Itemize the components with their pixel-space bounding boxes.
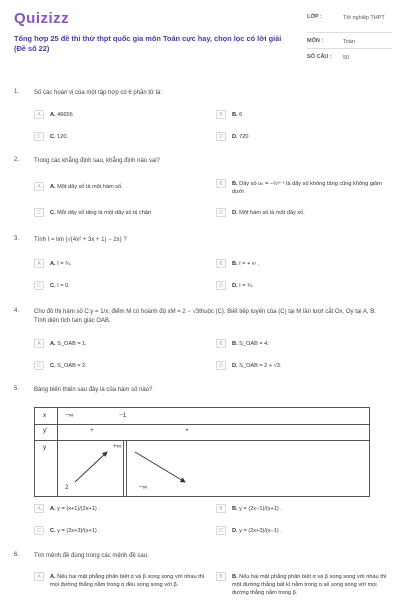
option-label: D. (232, 283, 238, 289)
question-number: 3. (14, 236, 20, 242)
option-letter-box: C (34, 281, 44, 290)
x-label: x (43, 412, 47, 419)
option-letter-box: D (216, 526, 226, 535)
option-text: S_OAB = 2. (57, 363, 87, 369)
option-label: D. (232, 363, 238, 369)
question-text: Cho đồ thị hàm số C:y = 1/x; điểm M có hoành độ xM = 2 − √3thuộc (C). Biết tiếp tuyến của (C) tại M lần lượt cắt Ox, Oy tại A, B. Tính diện tích tam giác OAB. (34, 309, 376, 324)
option-letter-box: B (216, 504, 226, 513)
option-label: A. (50, 506, 56, 512)
option-label: A. (50, 341, 56, 347)
meta-value: Toán (343, 39, 355, 45)
option-text: I = + ∞ . (239, 261, 260, 267)
option-text: y = (2x+3)/(x−1) . (239, 528, 282, 534)
option-text: S_OAB = 4. (239, 341, 269, 347)
meta-key: MÔN : (307, 38, 324, 44)
question-text: Số các hoán vị của một tập hợp có 6 phần tử là: (34, 90, 163, 96)
increasing-arrow-left (75, 452, 107, 482)
y-top-mid-value: +∞ (113, 443, 122, 450)
option-label: A. (50, 261, 56, 267)
meta-value: 50 (343, 55, 350, 61)
option-letter-box: D (216, 132, 226, 141)
option-text: I = ¾. (57, 261, 72, 267)
option-text: Một dãy số là một hàm số. (57, 184, 123, 190)
x-mid-value: −1 (119, 412, 127, 419)
option-label: C. (50, 134, 56, 140)
increasing-arrow-right (135, 452, 185, 482)
option-label: A. (50, 574, 56, 580)
option-text: 6 (239, 112, 243, 118)
y-bottom-left-value: 2 (65, 484, 69, 491)
option-text: y = (x+1)/(2x+1) . (57, 506, 100, 512)
variation-arrows (35, 408, 369, 496)
option-label: B. (232, 181, 238, 187)
document-header (14, 10, 386, 70)
option-text: I = 0. (57, 283, 70, 289)
option-letter-box: D (216, 281, 226, 290)
divider (307, 48, 392, 49)
y-label: y (43, 444, 47, 451)
option-label: B. (232, 112, 238, 118)
sign-left: + (90, 427, 94, 434)
option-letter-box: A (34, 504, 44, 513)
option-letter-box: B (216, 259, 226, 268)
option-letter-box: C (34, 361, 44, 370)
option-label: B. (232, 261, 238, 267)
option-letter-box: C (34, 208, 44, 217)
option-label: D. (232, 528, 238, 534)
option-text: Một hàm số là một dãy số. (239, 210, 305, 216)
option-label: B. (232, 341, 238, 347)
option-letter-box: B (216, 339, 226, 348)
option-label: A. (50, 112, 56, 118)
option-letter-box: A (34, 110, 44, 119)
option-letter-box: A (34, 259, 44, 268)
option-text: y = (2x−1)/(x+1) . (239, 506, 282, 512)
sign-right: + (185, 427, 189, 434)
question-text: Tính I = lim (√(4x² + 3x + 1) − 2x) ? (34, 237, 127, 243)
question-text: Trong các khẳng định sau, khẳng định nào sai? (34, 158, 160, 164)
option-text: 120. (57, 134, 69, 140)
question-text: Bảng biến thiên sau đây là của hàm số nào? (34, 387, 153, 393)
x-left-value: −∞ (65, 412, 74, 419)
yprime-label: y' (43, 427, 48, 434)
option-letter-box: A (34, 182, 44, 191)
option-label: C. (50, 283, 56, 289)
option-text: S_OAB = 1. (57, 341, 87, 347)
option-text: Nếu hai mặt phẳng phân biệt α và β song song với nhau thì mọi đường thẳng nằm trong α đều song song với β. (50, 574, 205, 588)
option-text: Mỗi dãy số tăng là một dãy số bị chặn (57, 210, 152, 216)
option-text: y = (2x+3)/(x+1) . (57, 528, 100, 534)
divider (307, 32, 392, 33)
option-label: C. (50, 528, 56, 534)
meta-value: Tốt nghiệp THPT (343, 15, 385, 21)
meta-key: LỚP : (307, 14, 322, 20)
option-label: C. (50, 363, 56, 369)
option-letter-box: B (216, 572, 226, 581)
question-number: 4. (14, 308, 20, 314)
option-letter-box: D (216, 208, 226, 217)
option-label: B. (232, 506, 238, 512)
meta-key: SỐ CÂU : (307, 54, 332, 60)
option-label: A. (50, 184, 56, 190)
variation-table (34, 407, 370, 497)
question-number: 2. (14, 157, 20, 163)
option-letter-box: D (216, 361, 226, 370)
option-letter-box: A (34, 572, 44, 581)
quizizz-logo: Quizizz (14, 10, 70, 27)
option-text: 720 (239, 134, 249, 140)
option-label: B. (232, 574, 238, 580)
question-number: 6. (14, 552, 20, 558)
document-title: Tổng hợp 25 đề thi thử thpt quốc gia môn Toán cực hay, chọn lọc có lời giải (Đề số 22) (14, 34, 282, 53)
option-letter-box: B (216, 179, 226, 188)
option-letter-box: A (34, 339, 44, 348)
option-letter-box: B (216, 110, 226, 119)
question-text: Tìm mệnh đề đúng trong các mệnh đề sau: (34, 553, 149, 559)
option-text: Dãy số uₙ = −½ⁿ⁻¹ là dãy số không tăng cũng không giảm dưới (232, 181, 382, 195)
option-letter-box: C (34, 132, 44, 141)
option-label: D. (232, 210, 238, 216)
option-text: 46656 (57, 112, 73, 118)
question-number: 5. (14, 386, 20, 392)
option-label: C. (50, 210, 56, 216)
question-number: 1. (14, 89, 20, 95)
option-label: D. (232, 134, 238, 140)
y-bottom-right-value: −∞ (139, 484, 148, 491)
option-text: I = ¾. (239, 283, 254, 289)
option-text: Nếu hai mặt phẳng phân biệt α và β song song với nhau thì một đường thẳng bất kì nằm trong α sẽ song song với mọi đường thẳng nằm trong β. (232, 574, 387, 596)
option-letter-box: C (34, 526, 44, 535)
option-text: S_OAB = 2 + √3. (239, 363, 282, 369)
